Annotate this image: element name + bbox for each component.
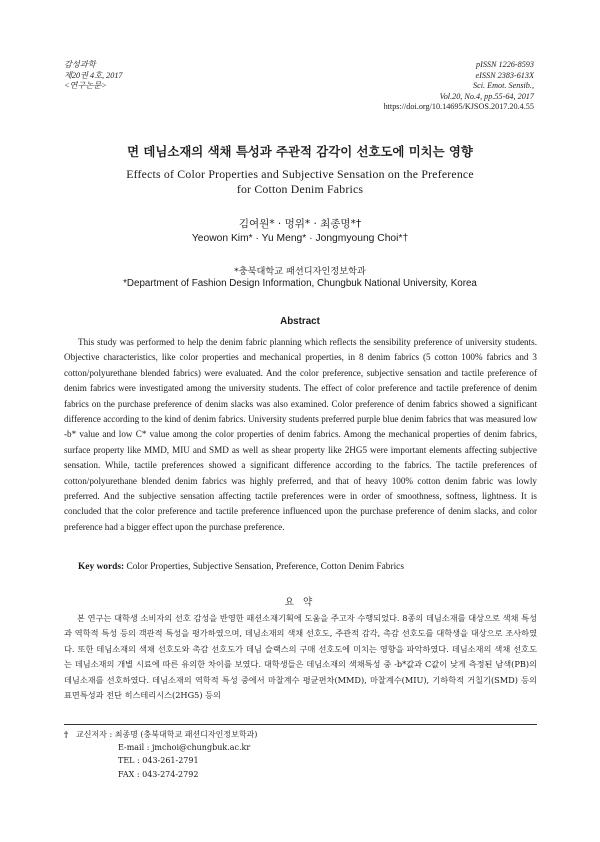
keywords-list: Color Properties, Subjective Sensation, Preference, Cotton Denim Fabrics [126, 562, 404, 572]
author-fax: FAX : 043-274-2792 [118, 769, 199, 779]
authors-korean: 김여원* · 멍위* · 최종명*† [238, 218, 362, 230]
title-korean: 면 데님소재의 색채 특성과 주관적 감각이 선호도에 미치는 영향 [127, 144, 473, 159]
eissn: eISSN 2383-613X [475, 70, 534, 80]
abstract-body: This study was performed to help the denim fabric planning which reflects the sensibility preference of university students. Objective characteristics, like color properties and mechanical properties, in 8 denim fabrics (5 cotton 100% fabrics and 3 cotton/polyurethane blended fabrics) were evaluated. And the color preference, subjective sensation and tactile preference of denim fabrics were investigated among the university students. The effect of color preference and tactile preference of denim fabrics on the purchase preference of denim slacks was also examined. Color preference of denim fabrics showed a significant difference according to the kind of denim fabrics. University students preferred purple blue denim fabrics that was measured low -b* value and low C* value among the color properties of denim fabrics. Among the mechanical properties of denim fabrics, surface property like MMD, MIU and SMD as well as shear property like 2HG5 were important elements affecting subjective sensation. While, tactile preferences showed a significant difference according to the fabrics. The tactile preferences of cotton/polyurethane blended denim fabrics was highly preferred, and that of heavy 100% cotton denim fabric was lowly preferred. And the subjective sensation affecting tactile preferences were in order of smoothness, softness, lightness. It is concluded that the color preference and tactile preference influenced upon the purchase preference of denim slacks, and color preference had a bigger effect upon the purchase preference. [64, 337, 537, 532]
affiliation-korean: *충북대학교 패션디자인정보학과 [234, 266, 366, 277]
abstract-heading: Abstract [280, 316, 320, 327]
footnote-divider [64, 724, 537, 725]
journal-abbrev: Sci. Emot. Sensib., [473, 81, 534, 91]
dagger-marker: † [64, 729, 69, 739]
author-email[interactable]: E-mail : jmchoi@chungbuk.ac.kr [118, 743, 251, 753]
keywords-line [78, 562, 404, 572]
journal-header-right [384, 60, 534, 113]
authors-english: Yeowon Kim* · Yu Meng* · Jongmyoung Choi*† [191, 233, 409, 244]
summary-heading: 요 약 [284, 597, 316, 608]
doi-link[interactable]: https://doi.org/10.14695/KJSOS.2017.20.4.55 [383, 102, 534, 112]
pissn: pISSN 1226-8593 [476, 60, 534, 69]
corresponding-author-footnote [64, 728, 257, 781]
affiliation-english: *Department of Fashion Design Information, Chungbuk National University, Korea [123, 278, 477, 289]
title-english-line-1: Effects of Color Properties and Subjective Sensation on the Preference [126, 167, 474, 181]
article-type: <연구논문> [64, 81, 107, 91]
journal-name-ko: 감성과학 [64, 60, 96, 69]
title-english [0, 167, 600, 196]
keywords-label: Key words: [78, 562, 125, 572]
summary-body: 본 연구는 대학생 소비자의 선호 감성을 반영한 패션소재기획에 도움을 주고자 수행되었다. 8종의 데님소재를 대상으로 색채 특성과 역학적 특성 등의 객관적 특성을 평가하였으며, 데님소재의 색채 선호도, 주관적 감각, 촉감 선호도를 대학생을 대상으로 조사하였다. 또한 데님소재의 색채 선호도와 촉감 선호도가 데님 슬랙스의 구매 선호도에 미치는 영향을 파악하였다. 데님소재의 색채 선호도는 데님소재의 개별 시료에 따른 유의한 차이를 보였다. 대학생들은 데님소재의 색채특성 중 -b*값과 C값이 낮게 측정된 남색(PB)의 데님소재를 선호하였다. 데님소재의 역학적 특성 중에서 마찰계수 평균편차(MMD), 마찰계수(MIU), 기하학적 거칠기(SMD) 등의 표면특성과 전단 히스테리시스(2HG5) 등의 [64, 613, 537, 701]
author-tel: TEL : 043-261-2791 [118, 756, 199, 766]
journal-volume-ko: 제20권 4호, 2017 [64, 70, 123, 80]
journal-header-left [64, 60, 123, 92]
title-english-line-2: for Cotton Denim Fabrics [236, 181, 364, 196]
corresponding-author: 교신저자 : 최종명 (충북대학교 패션디자인정보학과) [76, 730, 258, 739]
volume-pages: Vol.20, No.4, pp.55-64, 2017 [439, 91, 534, 101]
